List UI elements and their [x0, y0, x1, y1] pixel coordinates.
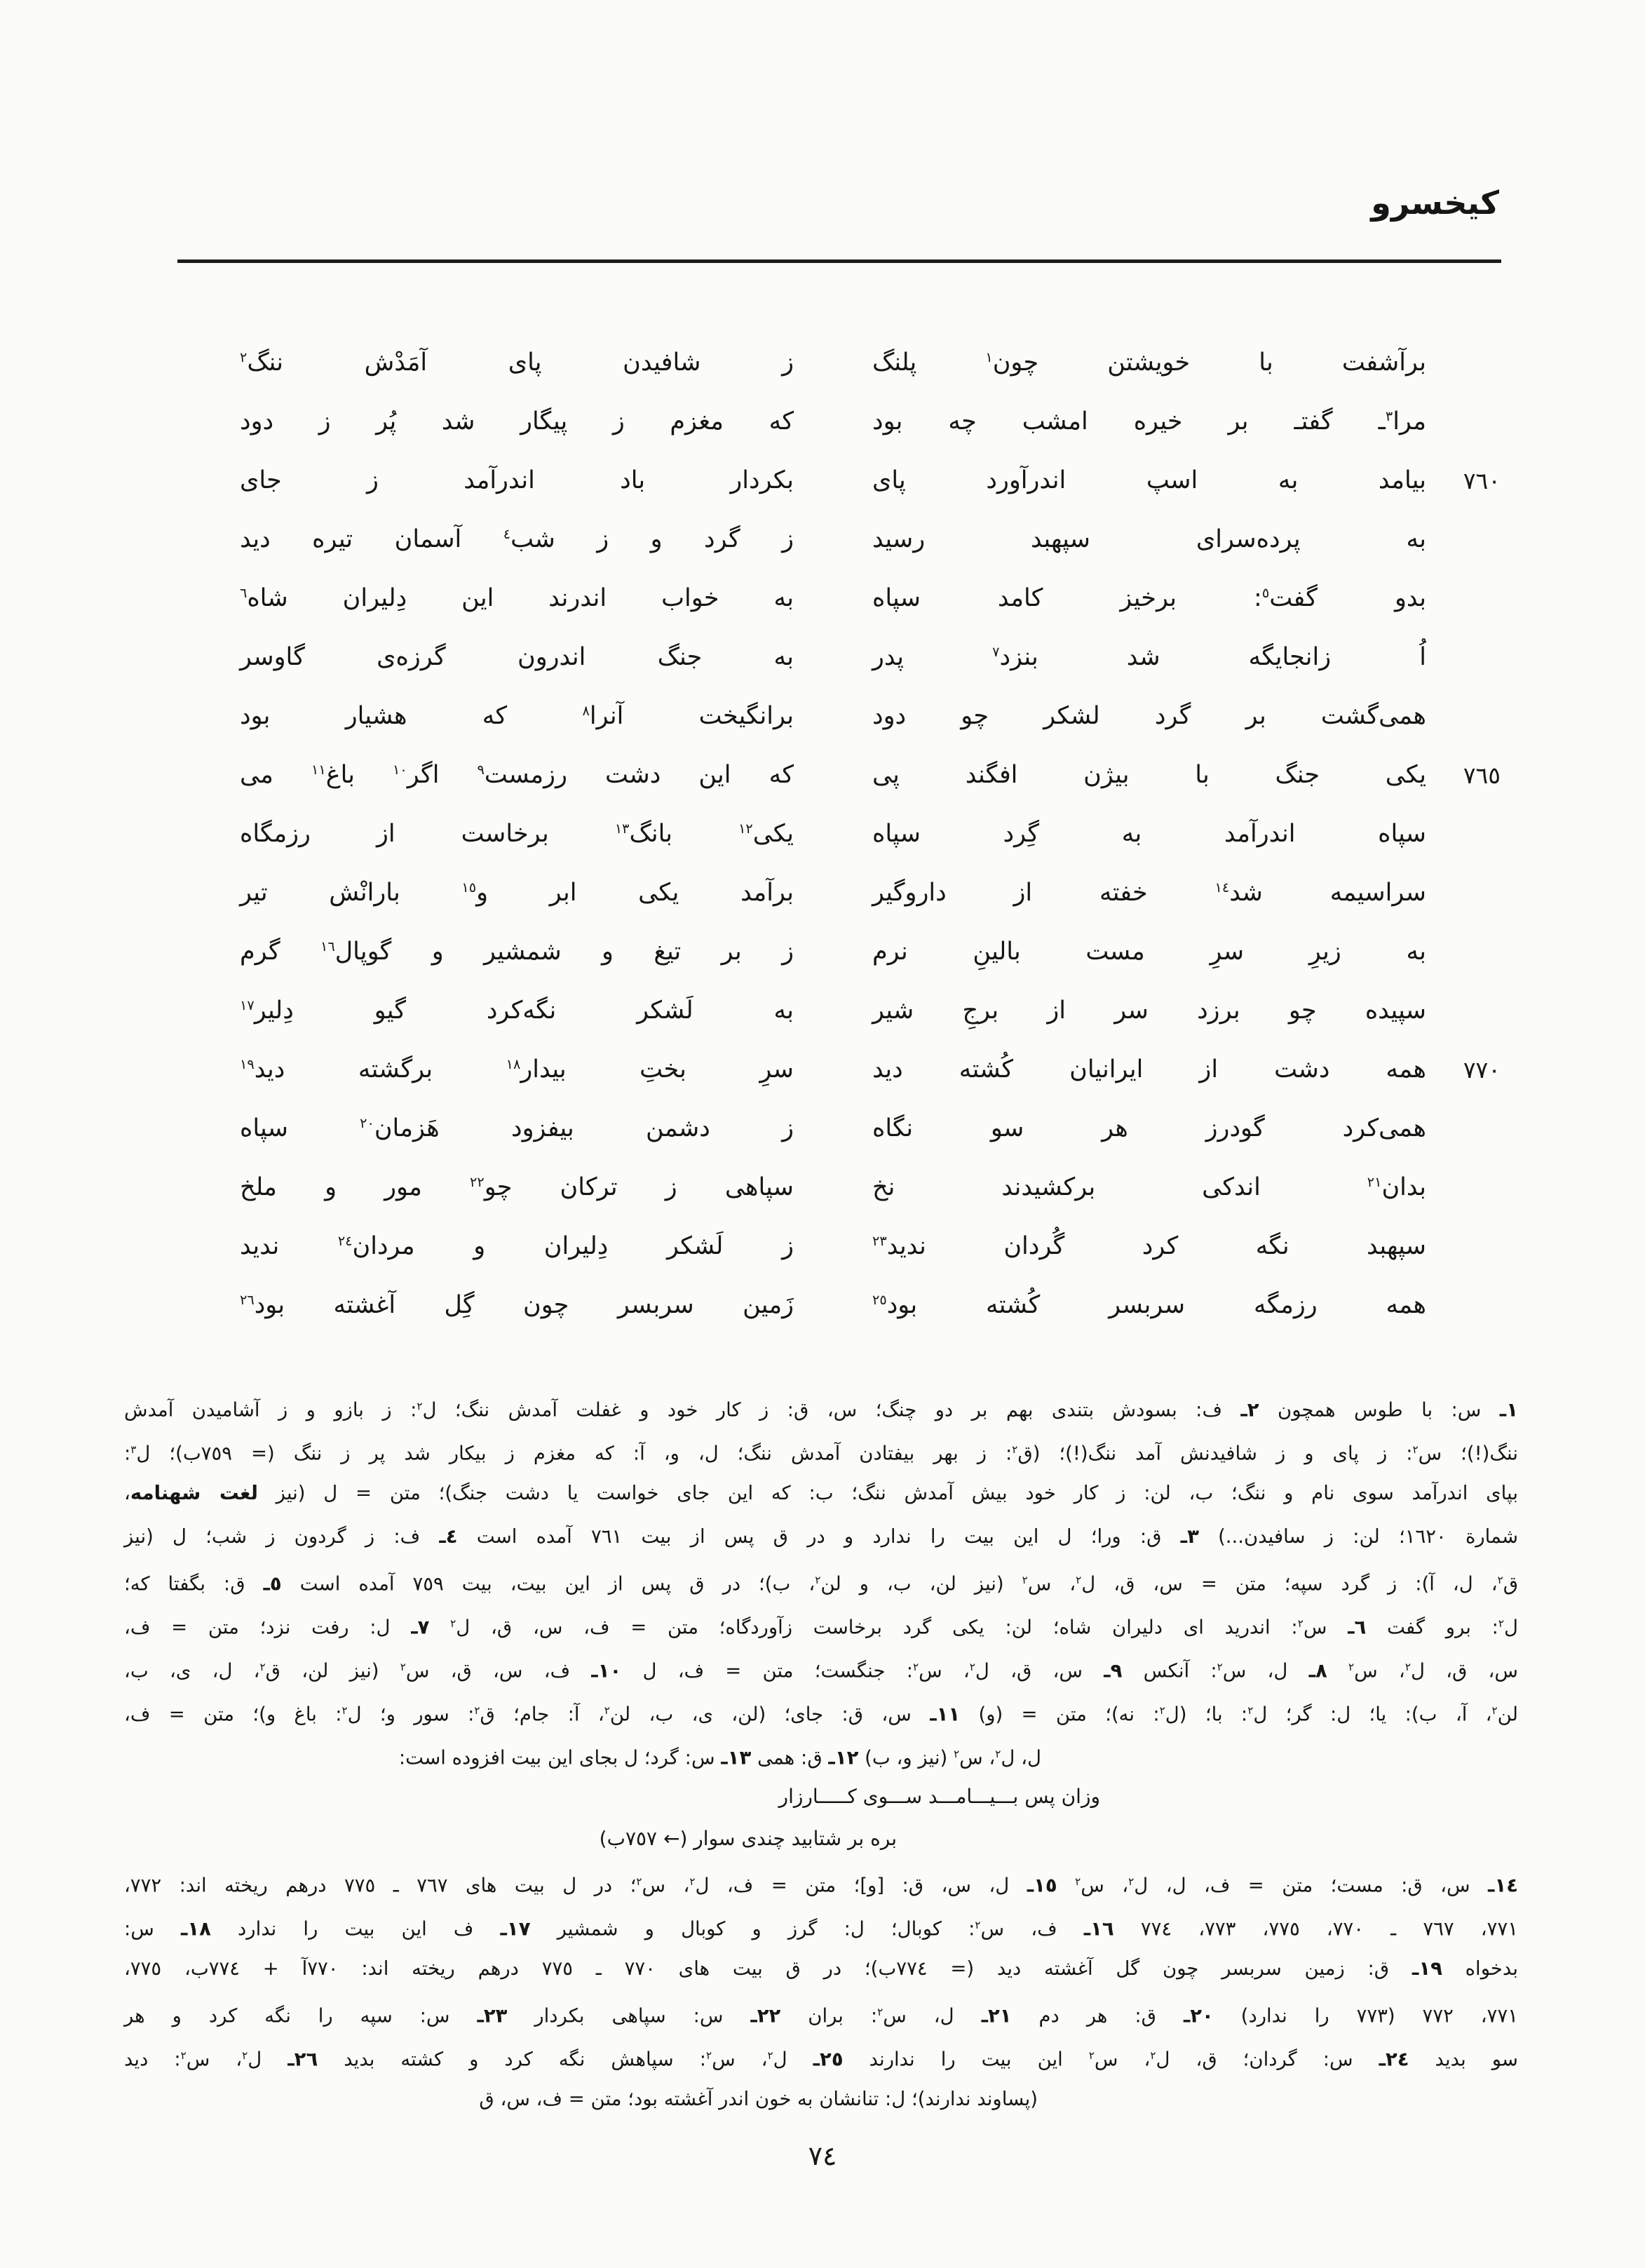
hemistich-left: برانگیخت آنرا$^٨$ که هشیار بود — [240, 701, 794, 730]
hemistich-left: که این دشت رزمست$^٩$ اگر$^{١٠}$ باغ$^{١١}$ می — [240, 760, 794, 789]
footnote-line: ل، ل$^٢$، س$^٢$ (نیز و، ب) ١٢ـ ق: همی ١٣ـ س: گرد؛ ل بجای این بیت افزوده است: — [398, 1746, 1041, 1769]
page-header-title: کیخسرو — [1371, 184, 1499, 222]
header-rule — [177, 259, 1501, 263]
hemistich-left: به خواب اندرند این دِلیران شاه$^٦$ — [240, 583, 794, 612]
verse-number: ٧٦٠ — [1463, 466, 1501, 494]
hemistich-right: سپاه اندرآمد به گِرد سپاه — [872, 819, 1426, 848]
verse-row — [240, 569, 1501, 628]
footnote-line: ننگ(!)؛ س$^٢$: ز پای و ز شافیدنش آمد ننگ(!)؛ (ق$^٢$: ز بهر بیفتادن آمدش ننگ؛ ل، و، آ: که مغزم ز بیکار شد پر ز ننگ (= ٧٥٩ب)؛ ل$^٣$: — [124, 1442, 1518, 1465]
hemistich-left: ز گرد و ز شب$^٤$ آسمان تیره دید — [240, 525, 794, 553]
footnote-line: س، ق، ل$^٢$، س$^٢$ ٨ـ ل، س$^٢$: آنکس ٩ـ س، ق، ل$^٢$، س$^٢$: جنگست؛ متن = ف، ل ١٠ـ ف، س، ق، س$^٢$ (نیز لن، ق$^٢$، ل، ی، ب، — [124, 1659, 1519, 1682]
verse-row — [240, 863, 1501, 922]
hemistich-right: به پرده‌سرای سپهبد رسید — [872, 525, 1426, 553]
footnote-line: سو بدید ٢٤ـ س: گردان؛ ق، ل$^٢$، س$^٢$ این بیت را ندارند ٢٥ـ ل$^٢$، س$^٢$: سپاهش نگه کرد و کشته بدید ٢٦ـ ل$^٢$، س$^٢$: دید — [124, 2048, 1518, 2071]
quoted-verse-hemistich-2: بره بر شتابید چندی سوار (← ٧٥٧ب) — [599, 1827, 897, 1850]
verse-row — [240, 745, 1501, 804]
hemistich-right: همه رزمگه سربسر کُشته بود$^{٢٥}$ — [872, 1290, 1426, 1319]
hemistich-left: سپاهی ز ترکان چو$^{٢٢}$ مور و ملخ — [240, 1173, 794, 1201]
footnote-line: ١٤ـ س، ق: مست؛ متن = ف، ل، ل$^٢$، س$^٢$ ١٥ـ ل، س، ق: [و]؛ متن = ف، ل$^٢$، س$^٢$؛ در ل بیت های ٧٦٧ ـ ٧٧٥ درهم ریخته اند: ٧٧٢، — [124, 1874, 1519, 1897]
hemistich-left: به لَشکر نگه‌کرد گیو دِلیر$^{١٧}$ — [240, 996, 794, 1025]
hemistich-right: بدو گفت$^٥$: برخیز کامد سپاه — [872, 583, 1426, 612]
hemistich-left: یکی$^{١٢}$ بانگ$^{١٣}$ برخاست از رزمگاه — [240, 819, 794, 848]
verse-row — [240, 922, 1501, 981]
verse-row — [240, 1158, 1501, 1217]
verse-number: ٧٧٠ — [1463, 1055, 1501, 1084]
hemistich-right: برآشفت با خویشتن چون$^١$ پلنگ — [872, 348, 1427, 377]
footnote-line: لن$^٢$، آ، ب): یا؛ ل: گر؛ ل$^٢$: با؛ (ل$^٢$: نه)؛ متن = (و) ١١ـ س، ق: جای؛ (لن، ی، ب، لن$^٢$، آ: جام؛ ق$^٢$: سور و؛ ل$^٢$: باغ و)؛ متن = ف، — [124, 1703, 1518, 1726]
hemistich-right: بیامد به اسپ اندرآورد پای — [872, 466, 1426, 494]
hemistich-left: ز بر تیغ و شمشیر و گوپال$^{١٦}$ گرم — [240, 937, 794, 966]
hemistich-right: مرا$^٣$ـ گفتـ بر خیره امشب چه بود — [872, 407, 1426, 436]
verse-block — [240, 333, 1501, 1335]
verse-row — [240, 1276, 1501, 1335]
verse-row — [240, 333, 1501, 392]
verse-row — [240, 1099, 1501, 1158]
hemistich-left: بکردار باد اندرآمد ز جای — [240, 466, 794, 494]
verse-row — [240, 1040, 1501, 1099]
verse-row — [240, 628, 1501, 687]
verse-row — [240, 392, 1501, 451]
hemistich-right: یکی جنگ با بیژن افگند پی — [872, 760, 1426, 789]
verse-row — [240, 687, 1501, 745]
footnote-line: بدخواه ١٩ـ ق: زمین سربسر چون گل آغشته دید (= ٧٧٤ب)؛ در ق بیت های ٧٧٠ ـ ٧٧٥ درهم ریخته اند: ٧٧٠آ + ٧٧٤ب، ٧٧٥، — [124, 1957, 1518, 1980]
hemistich-left: ز دشمن بیفزود هَزمان$^{٢٠}$ سپاه — [240, 1114, 794, 1142]
hemistich-right: سراسیمه شد$^{١٤}$ خفته از داروگیر — [872, 878, 1426, 907]
footnote-line: ق$^٢$، ل، آ): ز گرد سپه؛ متن = س، ق، ل$^٢$، س$^٢$ (نیز لن، ب، و لن$^٢$، ب)؛ در ق پس از این بیت، بیت ٧٥٩ آمده است ٥ـ ق: بگفتا که؛ — [124, 1572, 1519, 1595]
hemistich-right: همه دشت از ایرانیان کُشته دید — [872, 1055, 1426, 1084]
hemistich-right: اُ زانجایگه شد بنزد$^٧$ پدر — [872, 642, 1426, 671]
footnote-line: (پساوند ندارند)؛ ل: تنانشان به خون اندر آغشته بود؛ متن = ف، س، ق — [479, 2088, 1038, 2110]
hemistich-left: برآمد یکی ابر و$^{١٥}$ بارانْش تیر — [240, 878, 794, 907]
footnote-line: ١ـ س: با طوس همچون ٢ـ ف: بسودش بتندی بهم بر دو چنگ؛ س، ق: ز کار خود و غفلت آمدش ننگ؛ ل$^٢$: ز بازو و ز آشامیدن آمدش — [124, 1398, 1518, 1422]
footnote-line: ٧٧١، ٧٧٢ (٧٧٣ را ندارد) ٢٠ـ ق: هر دم ٢١ـ ل، س$^٢$: بران ٢٢ـ س: سپاهی بکردار ٢٣ـ س: سپه را نگه کرد و هر — [124, 2004, 1518, 2027]
critical-apparatus — [124, 1384, 1518, 2121]
hemistich-left: که مغزم ز پیگار شد پُر ز دود — [240, 407, 794, 436]
hemistich-left: سرِ بختِ بیدار$^{١٨}$ برگشته دید$^{١٩}$ — [240, 1055, 794, 1084]
hemistich-right: همی‌کرد گودرز هر سو نگاه — [872, 1114, 1426, 1142]
footnote-line: بپای اندرآمد سوی نام و ننگ؛ ب، لن: ز کار خود بیش آمدش ننگ؛ ب: که این جای خواست یا دشت جنگ)؛ متن = ل (نیز لغت شهنامه، — [124, 1482, 1518, 1504]
verse-row — [240, 981, 1501, 1040]
hemistich-left: زَمین سربسر چون گِل آغشته بود$^{٢٦}$ — [240, 1290, 794, 1319]
verse-row — [240, 1217, 1501, 1276]
page-number: ٧٤ — [808, 2140, 837, 2171]
footnote-line: ٧٧١، ٧٦٧ ـ ٧٧٠، ٧٧٥، ٧٧٣، ٧٧٤ ١٦ـ ف، س$^٢$: کوبال؛ ل: گرز و کوبال و شمشیر ١٧ـ ف این بیت را ندارد ١٨ـ س: — [124, 1917, 1518, 1940]
footnote-line: ل$^٢$: برو گفت ٦ـ س$^٢$: اندرید ای دلیران شاه؛ لن: یکی گرد برخاست زآوردگاه؛ متن = ف، س، ق، ل$^٢$ ٧ـ ل: رفت نزد؛ متن = ف، — [124, 1616, 1518, 1639]
hemistich-right: به زیرِ سرِ مست بالینِ نرم — [872, 937, 1426, 966]
verse-row — [240, 451, 1501, 510]
hemistich-left: به جنگ اندرون گرزه‌ی گاوسر — [240, 642, 794, 671]
hemistich-right: همی‌گشت بر گرد لشکر چو دود — [872, 701, 1426, 730]
verse-row — [240, 804, 1501, 863]
hemistich-right: سپهبد نگه کرد گُردان ندید$^{٢٣}$ — [872, 1231, 1426, 1260]
footnote-line: شمارة ١٦٢٠؛ لن: ز سافیدن...) ٣ـ ق: ورا؛ ل این بیت را ندارد و در ق پس از بیت ٧٦١ آمده است ٤ـ ف: ز گردون ز شب؛ ل (نیز — [124, 1525, 1518, 1548]
hemistich-right: بدان$^{٢١}$ اندکی برکشیدند نخ — [872, 1173, 1426, 1201]
hemistich-left: ز لَشکر دِلیران و مردان$^{٢٤}$ ندید — [240, 1231, 794, 1260]
quoted-verse-hemistich-1: وزان پس بـــیـــامـــد ســـوی کـــــارزار — [778, 1785, 1100, 1808]
hemistich-left: ز شافیدن پای آمَدْش ننگ$^٢$ — [240, 348, 794, 377]
verse-number: ٧٦٥ — [1463, 761, 1501, 789]
hemistich-right: سپیده چو برزد سر از برجِ شیر — [872, 996, 1426, 1025]
verse-row — [240, 510, 1501, 569]
